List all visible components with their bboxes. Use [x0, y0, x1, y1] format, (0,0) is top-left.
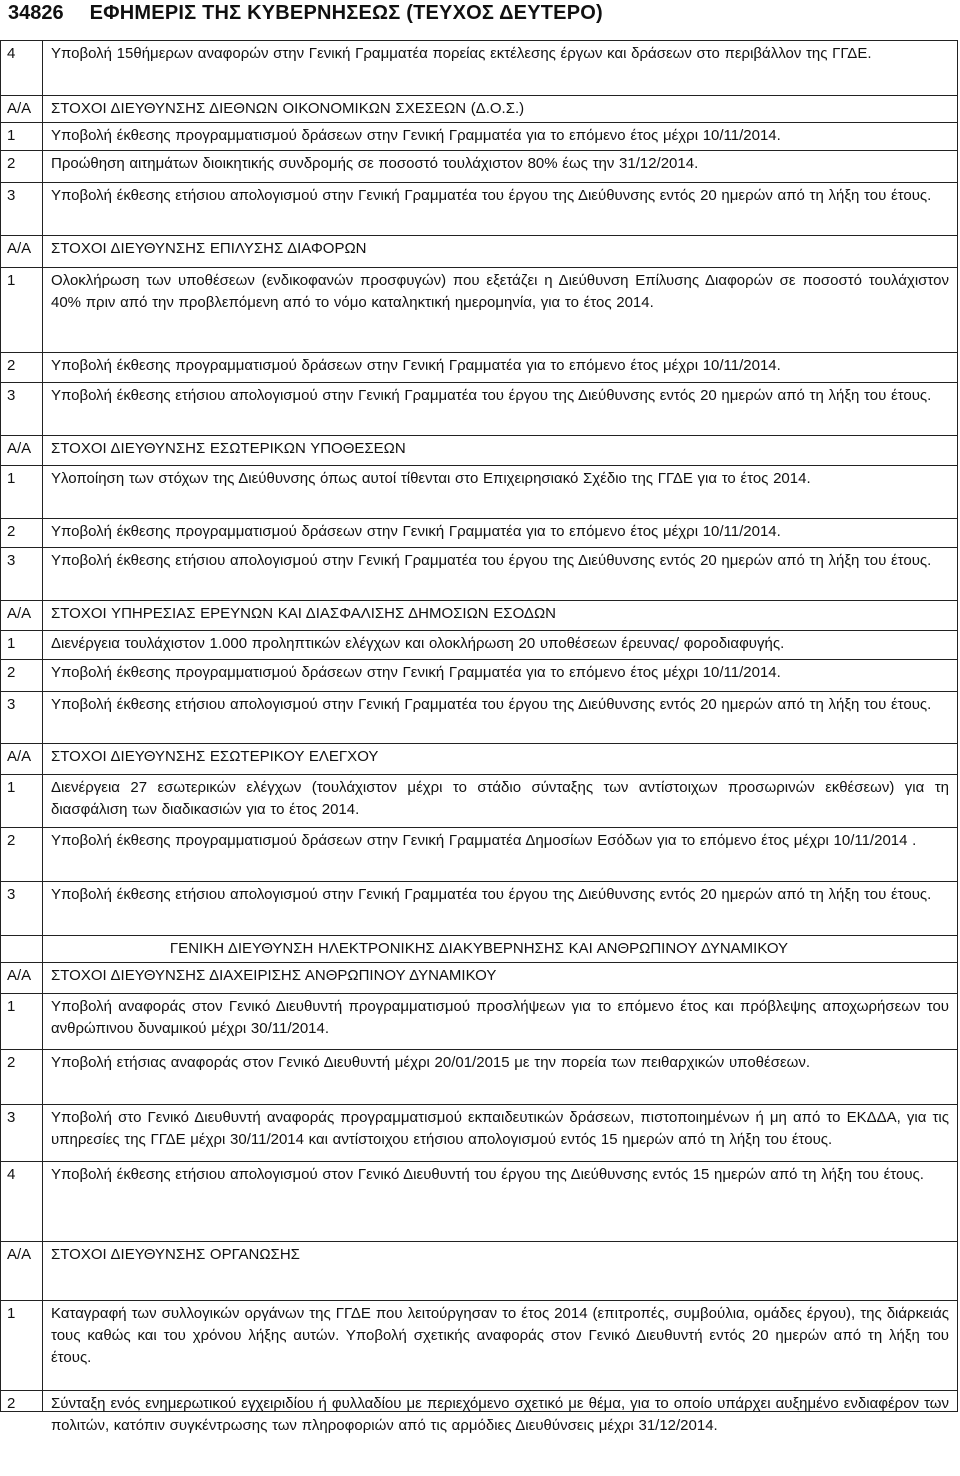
goal-text: Σύνταξη ενός ενημερωτικού εγχειριδίου ή φυλλαδίου με περιεχόμενο σχετικό με θέμα, για το οποίο υπάρχει αυξημένο ενδιαφέρον των πολιτών, κατόπιν συγκέντρωσης των πληροφοριών από τις αρμόδιες Διευθύνσεις μέχρι 31/12/2014. [51, 1395, 949, 1434]
section-title: ΣΤΟΧΟΙ ΔΙΕΥΘΥΝΣΗΣ ΟΡΓΑΝΩΣΗΣ [51, 1246, 300, 1263]
goal-text: Υποβολή στο Γενικό Διευθυντή αναφοράς προγραμματισμού εκπαιδευτικών δράσεων, πιστοποιημένων ή μη από το ΕΚΔΔΑ, για τις υπηρεσίες της ΓΓΔΕ μέχρι 30/11/2014 και αντίστοιχου ετήσιου απολογισμού εντός 15 ημερών από τη λήξη του έτους. [51, 1109, 949, 1148]
goal-text: Διενέργεια τουλάχιστον 1.000 προληπτικών ελέγχων και ολοκλήρωση 20 υποθέσεων έρευνας/ φοροδιαφυγής. [51, 635, 785, 652]
item-number: 2 [7, 155, 16, 172]
item-number: 1 [7, 635, 16, 652]
goal-text: Υποβολή έκθεσης ετήσιου απολογισμού στον Γενικό Διευθυντή του έργου της Διεύθυνσης εντός 15 ημερών από τη λήξη του έτους. [51, 1166, 924, 1183]
section-title: ΣΤΟΧΟΙ ΔΙΕΥΘΥΝΣΗΣ ΔΙΕΘΝΩΝ ΟΙΚΟΝΟΜΙΚΩΝ ΣΧΕΣΕΩΝ (Δ.Ο.Σ.) [51, 100, 525, 117]
section-title: ΣΤΟΧΟΙ ΔΙΕΥΘΥΝΣΗΣ ΕΣΩΤΕΡΙΚΩΝ ΥΠΟΘΕΣΕΩΝ [51, 440, 406, 457]
aa-label: Α/Α [7, 440, 32, 457]
section-header-row [1, 236, 957, 268]
item-number: 4 [7, 45, 16, 62]
item-number: 3 [7, 886, 16, 903]
item-number: 1 [7, 998, 16, 1015]
table-row [1, 660, 957, 692]
goal-text: Υποβολή έκθεσης ετήσιου απολογισμού στην Γενική Γραμματέα του έργου της Διεύθυνσης εντός 20 ημερών από τη λήξη του έτους. [51, 387, 932, 404]
table-row [1, 1162, 957, 1242]
table-row [1, 466, 957, 519]
aa-label: Α/Α [7, 240, 32, 257]
item-number: 3 [7, 696, 16, 713]
table-row [1, 692, 957, 744]
table-row [1, 828, 957, 882]
table-row [1, 183, 957, 236]
goal-text: Υποβολή έκθεσης προγραμματισμού δράσεων στην Γενική Γραμματέα για το επόμενο έτος μέχρι 10/11/2014. [51, 523, 781, 540]
section-header-row [1, 96, 957, 123]
item-number: 2 [7, 1395, 16, 1412]
section-title: ΣΤΟΧΟΙ ΔΙΕΥΘΥΝΣΗΣ ΕΣΩΤΕΡΙΚΟΥ ΕΛΕΓΧΟΥ [51, 748, 379, 765]
table-row [1, 353, 957, 383]
goals-table [0, 40, 958, 1434]
table-row [1, 631, 957, 660]
goal-text: Υποβολή έκθεσης ετήσιου απολογισμού στην Γενική Γραμματέα του έργου της Διεύθυνσης εντός 20 ημερών από τη λήξη του έτους. [51, 886, 932, 903]
section-title: ΣΤΟΧΟΙ ΥΠΗΡΕΣΙΑΣ ΕΡΕΥΝΩΝ ΚΑΙ ΔΙΑΣΦΑΛΙΣΗΣ ΔΗΜΟΣΙΩΝ ΕΣΟΔΩΝ [51, 605, 556, 622]
table-row [1, 994, 957, 1050]
item-number: 3 [7, 552, 16, 569]
table-row [1, 268, 957, 353]
table-row [1, 1301, 957, 1391]
table-row [1, 383, 957, 436]
table-row [1, 1050, 957, 1105]
page-number: 34826 [8, 2, 64, 24]
item-number: 2 [7, 1054, 16, 1071]
item-number: 3 [7, 187, 16, 204]
goal-text: Υποβολή αναφοράς στον Γενικό Διευθυντή προγραμματισμού προσλήψεων για το επόμενο έτος και πρόβλεψης αποχωρήσεων του ανθρώπινου δυναμικού μέχρι 30/11/2014. [51, 998, 949, 1037]
aa-label: Α/Α [7, 100, 32, 117]
item-number: 2 [7, 832, 16, 849]
table-row [1, 548, 957, 601]
goal-text: Υποβολή ετήσιας αναφοράς στον Γενικό Διευθυντή μέχρι 20/01/2015 με την πορεία των πειθαρχικών υποθέσεων. [51, 1054, 811, 1071]
aa-label: Α/Α [7, 967, 32, 984]
goal-text: Υποβολή έκθεσης ετήσιου απολογισμού στην Γενική Γραμματέα του έργου της Διεύθυνσης εντός 20 ημερών από τη λήξη του έτους. [51, 696, 932, 713]
section-title: ΣΤΟΧΟΙ ΔΙΕΥΘΥΝΣΗΣ ΔΙΑΧΕΙΡΙΣΗΣ ΑΝΘΡΩΠΙΝΟΥ ΔΥΝΑΜΙΚΟΥ [51, 967, 497, 984]
table-row [1, 123, 957, 151]
page-header [8, 2, 948, 30]
goal-text: Καταγραφή των συλλογικών οργάνων της ΓΓΔΕ που λειτούργησαν το έτος 2014 (επιτροπές, συμβούλια, ομάδες έργου), της διάρκειάς τους καθώς και του χρόνου λήξης αυτών. Υποβολή σχετικής αναφοράς στον Γενικό Διευθυντή εντός 20 ημερών από τη λήξη του έτους. [51, 1305, 949, 1366]
goal-text: Ολοκλήρωση των υποθέσεων (ενδικοφανών προσφυγών) που εξετάζει η Διεύθυνση Επίλυσης Διαφορών σε ποσοστό τουλάχιστον 40% πριν από την προβλεπόμενη από το νόμο καταληκτική ημερομηνία, για το έτος 2014. [51, 272, 949, 311]
goal-text: Προώθηση αιτημάτων διοικητικής συνδρομής σε ποσοστό τουλάχιστον 80% έως την 31/12/2014. [51, 155, 699, 172]
item-number: 1 [7, 127, 16, 144]
table-row [1, 519, 957, 548]
goal-text: Υποβολή έκθεσης προγραμματισμού δράσεων στην Γενική Γραμματέα για το επόμενο έτος μέχρι 10/11/2014. [51, 664, 781, 681]
section-title: ΣΤΟΧΟΙ ΔΙΕΥΘΥΝΣΗΣ ΕΠΙΛΥΣΗΣ ΔΙΑΦΟΡΩΝ [51, 240, 367, 257]
goal-text: Υποβολή έκθεσης προγραμματισμού δράσεων στην Γενική Γραμματέα Δημοσίων Εσόδων για το επόμενο έτος μέχρι 10/11/2014 . [51, 832, 917, 849]
table-row [1, 775, 957, 828]
section-header-row [1, 436, 957, 466]
section-header-row [1, 963, 957, 994]
section-header-row [1, 744, 957, 775]
item-number: 3 [7, 387, 16, 404]
table-row [1, 1391, 957, 1476]
goal-text: Υποβολή έκθεσης προγραμματισμού δράσεων στην Γενική Γραμματέα για το επόμενο έτος μέχρι 10/11/2014. [51, 357, 781, 374]
section-header-row [1, 601, 957, 631]
gazette-title: ΕΦΗΜΕΡΙΣ ΤΗΣ ΚΥΒΕΡΝΗΣΕΩΣ (ΤΕΥΧΟΣ ΔΕΥΤΕΡΟ) [89, 2, 603, 24]
goal-text: Υποβολή έκθεσης ετήσιου απολογισμού στην Γενική Γραμματέα του έργου της Διεύθυνσης εντός 20 ημερών από τη λήξη του έτους. [51, 552, 932, 569]
aa-label: Α/Α [7, 1246, 32, 1263]
item-number: 1 [7, 272, 16, 289]
table-row [1, 882, 957, 936]
item-number: 3 [7, 1109, 16, 1126]
table-row [1, 41, 957, 96]
table-row [1, 151, 957, 183]
item-number: 2 [7, 664, 16, 681]
goal-text: Διενέργεια 27 εσωτερικών ελέγχων (τουλάχιστον μέχρι το στάδιο σύνταξης των αντίστοιχων προσωρινών εκθέσεων) για τη διασφάλιση των διαδικασιών για το έτος 2014. [51, 779, 949, 818]
division-header-row [1, 936, 957, 963]
goal-text: Υποβολή έκθεσης προγραμματισμού δράσεων στην Γενική Γραμματέα για το επόμενο έτος μέχρι 10/11/2014. [51, 127, 781, 144]
item-number: 2 [7, 523, 16, 540]
item-number: 4 [7, 1166, 16, 1183]
goal-text: Υποβολή 15θήμερων αναφορών στην Γενική Γραμματέα πορείας εκτέλεσης έργων και δράσεων στο περιβάλλον της ΓΓΔΕ. [51, 45, 872, 62]
aa-label: Α/Α [7, 748, 32, 765]
division-title: ΓΕΝΙΚΗ ΔΙΕΥΘΥΝΣΗ ΗΛΕΚΤΡΟΝΙΚΗΣ ΔΙΑΚΥΒΕΡΝΗΣΗΣ ΚΑΙ ΑΝΘΡΩΠΙΝΟΥ ΔΥΝΑΜΙΚΟΥ [169, 940, 789, 957]
section-header-row [1, 1242, 957, 1301]
item-number: 1 [7, 470, 16, 487]
aa-label: Α/Α [7, 605, 32, 622]
item-number: 1 [7, 1305, 16, 1322]
item-number: 2 [7, 357, 16, 374]
item-number: 1 [7, 779, 16, 796]
table-row [1, 1105, 957, 1162]
goal-text: Υποβολή έκθεσης ετήσιου απολογισμού στην Γενική Γραμματέα του έργου της Διεύθυνσης εντός 20 ημερών από τη λήξη του έτους. [51, 187, 932, 204]
goal-text: Υλοποίηση των στόχων της Διεύθυνσης όπως αυτοί τίθενται στο Επιχειρησιακό Σχέδιο της ΓΓΔΕ για το έτος 2014. [51, 470, 811, 487]
